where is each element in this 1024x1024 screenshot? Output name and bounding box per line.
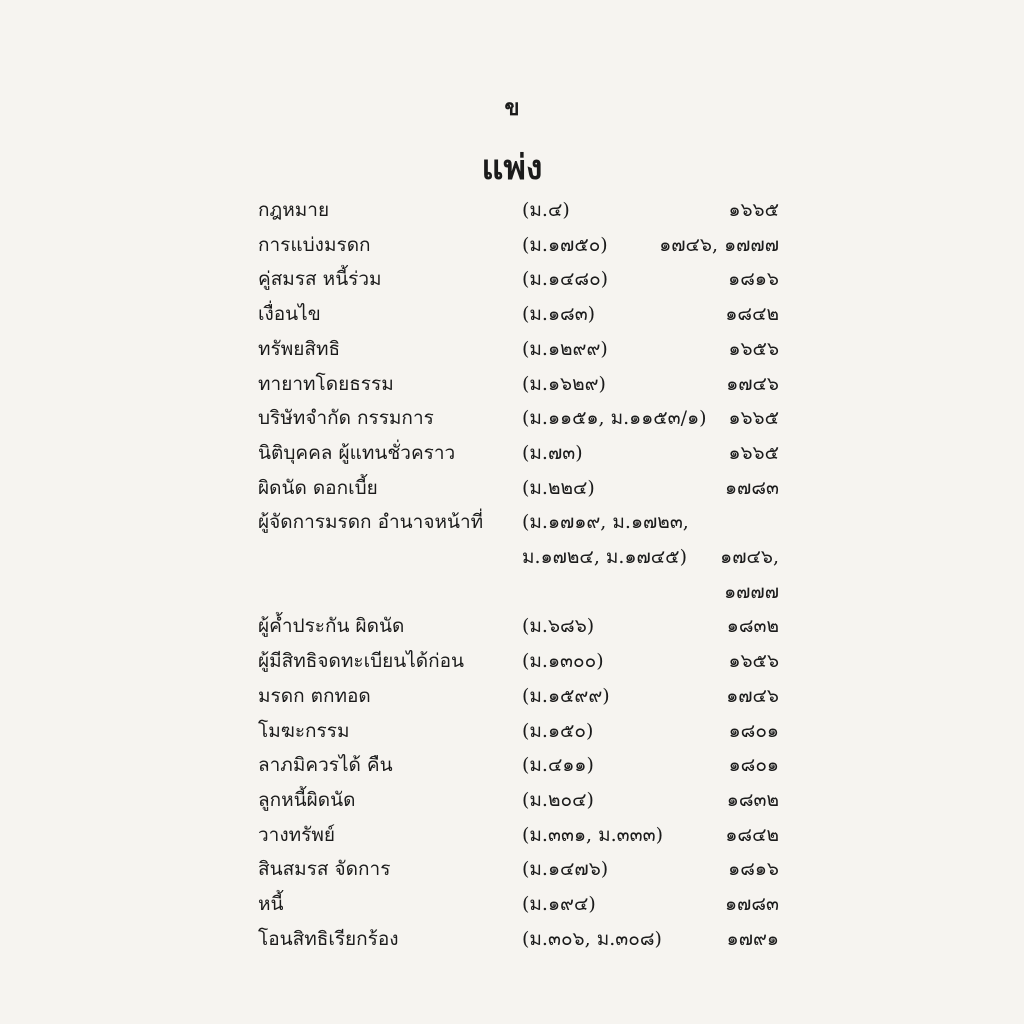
entry-section-ref: (ม.๒๐๔) [522, 788, 594, 811]
entry-term: การแบ่งมรดก [258, 233, 371, 256]
entry-page-numbers: ๑๘๐๑ [728, 754, 779, 777]
index-entry [0, 575, 1024, 609]
index-entry [0, 922, 1024, 956]
entry-page-numbers: ๑๖๕๖ [728, 650, 779, 673]
entry-section-ref: (ม.๑๗๑๙, ม.๑๗๒๓, [522, 511, 689, 534]
index-entry [0, 505, 1024, 539]
index-entry [0, 193, 1024, 227]
entry-page-numbers: ๑๘๓๒ [726, 615, 779, 638]
entry-section-ref: (ม.๑๙๔) [522, 893, 596, 915]
entry-page-numbers: ๑๗๘๓ [725, 476, 779, 499]
index-entry [0, 818, 1024, 852]
entry-page-numbers: ๑๖๕๖ [728, 337, 779, 360]
entry-term: ทรัพยสิทธิ [258, 337, 341, 360]
entry-page-numbers: ๑๗๔๖ [726, 372, 779, 395]
index-entry [0, 714, 1024, 748]
index-entry [0, 262, 1024, 296]
page-letter: ข [504, 95, 520, 121]
entry-term: หนี้ [258, 893, 284, 915]
index-entry [0, 887, 1024, 921]
entry-term: สินสมรส จัดการ [258, 858, 391, 881]
entry-term: คู่สมรส หนี้ร่วม [258, 268, 382, 291]
entry-term: บริษัทจำกัด กรรมการ [258, 407, 434, 430]
index-entry [0, 748, 1024, 782]
index-entry [0, 228, 1024, 262]
entry-term: ผู้ค้ำประกัน ผิดนัด [258, 615, 405, 638]
entry-section-ref: (ม.๑๖๒๙) [522, 372, 606, 395]
entry-term: เงื่อนไข [258, 303, 321, 326]
entry-page-numbers: ๑๘๑๖ [728, 268, 779, 291]
entry-section-ref: (ม.๑๕๙๙) [522, 684, 610, 707]
entry-term: ผิดนัด ดอกเบี้ย [258, 476, 378, 499]
entry-term: กฎหมาย [258, 199, 330, 221]
entry-term: ลูกหนี้ผิดนัด [258, 788, 356, 811]
index-entry [0, 540, 1024, 574]
entry-section-ref: (ม.๖๘๖) [522, 615, 595, 638]
entry-term: โอนสิทธิเรียกร้อง [258, 927, 399, 950]
entry-section-ref: (ม.๔๑๑) [522, 754, 594, 777]
entry-section-ref: (ม.๑๔๘๐) [522, 268, 609, 291]
index-entry [0, 471, 1024, 505]
entry-term: ทายาทโดยธรรม [258, 372, 394, 395]
entry-page-numbers: ๑๘๑๖ [728, 858, 779, 881]
entry-page-numbers: ๑๗๔๖, ๑๗๗๗ [659, 233, 779, 256]
index-entry [0, 401, 1024, 435]
entry-page-numbers: ๑๘๓๒ [726, 788, 779, 811]
entry-page-numbers: ๑๗๙๑ [726, 927, 779, 950]
entry-section-ref: (ม.๑๘๓) [522, 303, 596, 326]
entry-page-numbers: ๑๘๔๒ [725, 303, 779, 326]
index-entry [0, 436, 1024, 470]
entry-section-ref: (ม.๓๓๑, ม.๓๓๓) [522, 823, 664, 846]
entry-term: ผู้มีสิทธิจดทะเบียนได้ก่อน [258, 650, 465, 673]
entry-section-ref: (ม.๗๓) [522, 441, 583, 464]
entry-term: ผู้จัดการมรดก อำนาจหน้าที่ [258, 511, 484, 534]
entry-section-ref: (ม.๒๒๔) [522, 476, 595, 499]
index-entry [0, 679, 1024, 713]
entry-term: มรดก ตกทอด [258, 684, 371, 707]
entry-section-ref: (ม.๑๑๕๑, ม.๑๑๕๓/๑) [522, 407, 707, 430]
entry-section-ref: (ม.๑๗๕๐) [522, 233, 608, 256]
entry-section-ref: (ม.๔) [522, 199, 570, 221]
entry-page-numbers: ๑๗๘๓ [725, 893, 779, 915]
entry-section-ref: (ม.๑๔๗๖) [522, 858, 609, 881]
entry-page-numbers: ๑๖๖๕ [728, 407, 779, 430]
index-entry [0, 609, 1024, 643]
entry-section-ref: (ม.๑๓๐๐) [522, 650, 604, 673]
index-entry [0, 852, 1024, 886]
entry-page-numbers: ๑๘๔๒ [725, 823, 779, 846]
entry-page-numbers: ๑๖๖๕ [728, 199, 779, 221]
index-entry [0, 332, 1024, 366]
entry-section-ref: (ม.๑๕๐) [522, 719, 594, 742]
section-title: แพ่ง [481, 148, 543, 188]
entry-term: โมฆะกรรม [258, 719, 350, 742]
entry-term: นิติบุคคล ผู้แทนชั่วคราว [258, 441, 456, 464]
entry-section-ref: (ม.๓๐๖, ม.๓๐๘) [522, 927, 662, 950]
entry-page-numbers: ๑๗๔๖ [726, 684, 779, 707]
index-entry [0, 644, 1024, 678]
index-entry [0, 297, 1024, 331]
entry-section-ref: (ม.๑๒๙๙) [522, 337, 608, 360]
entry-section-ref: ม.๑๗๒๔, ม.๑๗๔๕) [522, 546, 687, 568]
entry-page-numbers: ๑๖๖๕ [728, 441, 779, 464]
entry-term: วางทรัพย์ [258, 823, 336, 846]
entry-page-numbers: ๑๘๐๑ [728, 719, 779, 742]
entry-page-numbers: ๑๗๔๖, [720, 546, 779, 568]
index-entry [0, 783, 1024, 817]
entry-term: ลาภมิควรได้ คืน [258, 754, 393, 777]
entry-page-numbers: ๑๗๗๗ [724, 580, 779, 603]
index-entry [0, 367, 1024, 401]
